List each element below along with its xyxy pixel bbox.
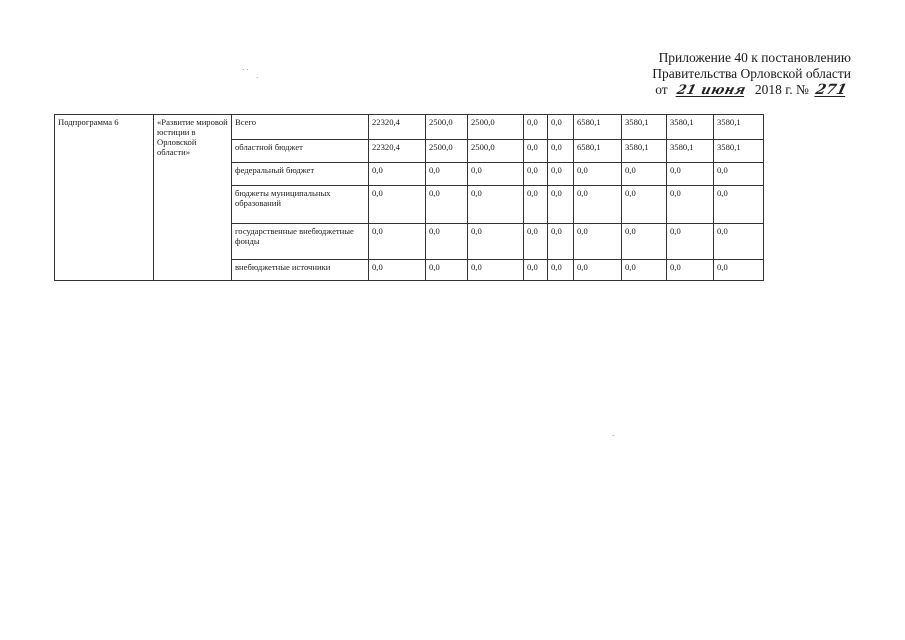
value-cell: 3580,1 xyxy=(667,115,714,140)
source-cell: бюджеты муниципальных образований xyxy=(232,186,369,224)
value-cell: 3580,1 xyxy=(622,140,667,163)
value-cell: 0,0 xyxy=(548,260,574,281)
scan-speck: · xyxy=(256,74,259,82)
value-cell: 22320,4 xyxy=(369,115,426,140)
appendix-authority: Правительства Орловской области xyxy=(652,66,851,81)
value-cell: 0,0 xyxy=(369,224,426,260)
value-cell: 0,0 xyxy=(524,163,548,186)
value-cell: 0,0 xyxy=(369,186,426,224)
value-cell: 0,0 xyxy=(426,224,468,260)
appendix-title: Приложение 40 к постановлению xyxy=(658,50,851,65)
value-cell: 0,0 xyxy=(622,224,667,260)
value-cell: 0,0 xyxy=(574,163,622,186)
value-cell: 0,0 xyxy=(548,115,574,140)
value-cell: 0,0 xyxy=(468,224,524,260)
value-cell: 0,0 xyxy=(622,260,667,281)
source-cell: внебюджетные источники xyxy=(232,260,369,281)
value-cell: 0,0 xyxy=(574,186,622,224)
source-cell: федеральный бюджет xyxy=(232,163,369,186)
value-cell: 0,0 xyxy=(714,224,764,260)
value-cell: 22320,4 xyxy=(369,140,426,163)
value-cell: 0,0 xyxy=(622,163,667,186)
value-cell: 0,0 xyxy=(524,140,548,163)
value-cell: 0,0 xyxy=(468,163,524,186)
appendix-date-line xyxy=(652,82,851,99)
program-label-cell: Подпрограмма 6 xyxy=(55,115,154,281)
value-cell: 0,0 xyxy=(667,224,714,260)
funding-table xyxy=(54,114,764,281)
value-cell: 2500,0 xyxy=(426,140,468,163)
value-cell: 3580,1 xyxy=(714,140,764,163)
value-cell: 0,0 xyxy=(524,115,548,140)
handwritten-number: 271 xyxy=(814,82,849,98)
value-cell: 0,0 xyxy=(524,260,548,281)
value-cell: 0,0 xyxy=(667,260,714,281)
handwritten-date: 21 июня xyxy=(675,83,748,98)
source-cell: государственные внебюджетные фонды xyxy=(232,224,369,260)
value-cell: 2500,0 xyxy=(468,115,524,140)
value-cell: 0,0 xyxy=(714,163,764,186)
value-cell: 0,0 xyxy=(426,186,468,224)
value-cell: 0,0 xyxy=(667,163,714,186)
source-cell: областной бюджет xyxy=(232,140,369,163)
value-cell: 0,0 xyxy=(667,186,714,224)
value-cell: 0,0 xyxy=(426,163,468,186)
scan-speck: · · xyxy=(242,66,249,74)
value-cell: 0,0 xyxy=(369,260,426,281)
value-cell: 0,0 xyxy=(714,260,764,281)
value-cell: 0,0 xyxy=(468,260,524,281)
value-cell: 0,0 xyxy=(369,163,426,186)
source-cell: Всего xyxy=(232,115,369,140)
value-cell: 0,0 xyxy=(468,186,524,224)
appendix-header xyxy=(652,50,851,99)
value-cell: 6580,1 xyxy=(574,115,622,140)
year-label: 2018 г. № xyxy=(754,82,809,97)
value-cell: 0,0 xyxy=(714,186,764,224)
program-name-cell: «Развитие мировой юстиции в Орловской области» xyxy=(154,115,232,281)
table-row xyxy=(55,115,764,140)
value-cell: 0,0 xyxy=(574,224,622,260)
value-cell: 3580,1 xyxy=(622,115,667,140)
value-cell: 0,0 xyxy=(548,224,574,260)
value-cell: 0,0 xyxy=(574,260,622,281)
table-body xyxy=(55,115,764,281)
value-cell: 0,0 xyxy=(548,140,574,163)
value-cell: 6580,1 xyxy=(574,140,622,163)
value-cell: 0,0 xyxy=(548,186,574,224)
value-cell: 0,0 xyxy=(548,163,574,186)
value-cell: 0,0 xyxy=(622,186,667,224)
value-cell: 2500,0 xyxy=(468,140,524,163)
value-cell: 2500,0 xyxy=(426,115,468,140)
from-label: от xyxy=(655,82,668,97)
scan-speck: · xyxy=(612,432,615,440)
value-cell: 3580,1 xyxy=(714,115,764,140)
value-cell: 0,0 xyxy=(426,260,468,281)
value-cell: 0,0 xyxy=(524,224,548,260)
value-cell: 3580,1 xyxy=(667,140,714,163)
value-cell: 0,0 xyxy=(524,186,548,224)
